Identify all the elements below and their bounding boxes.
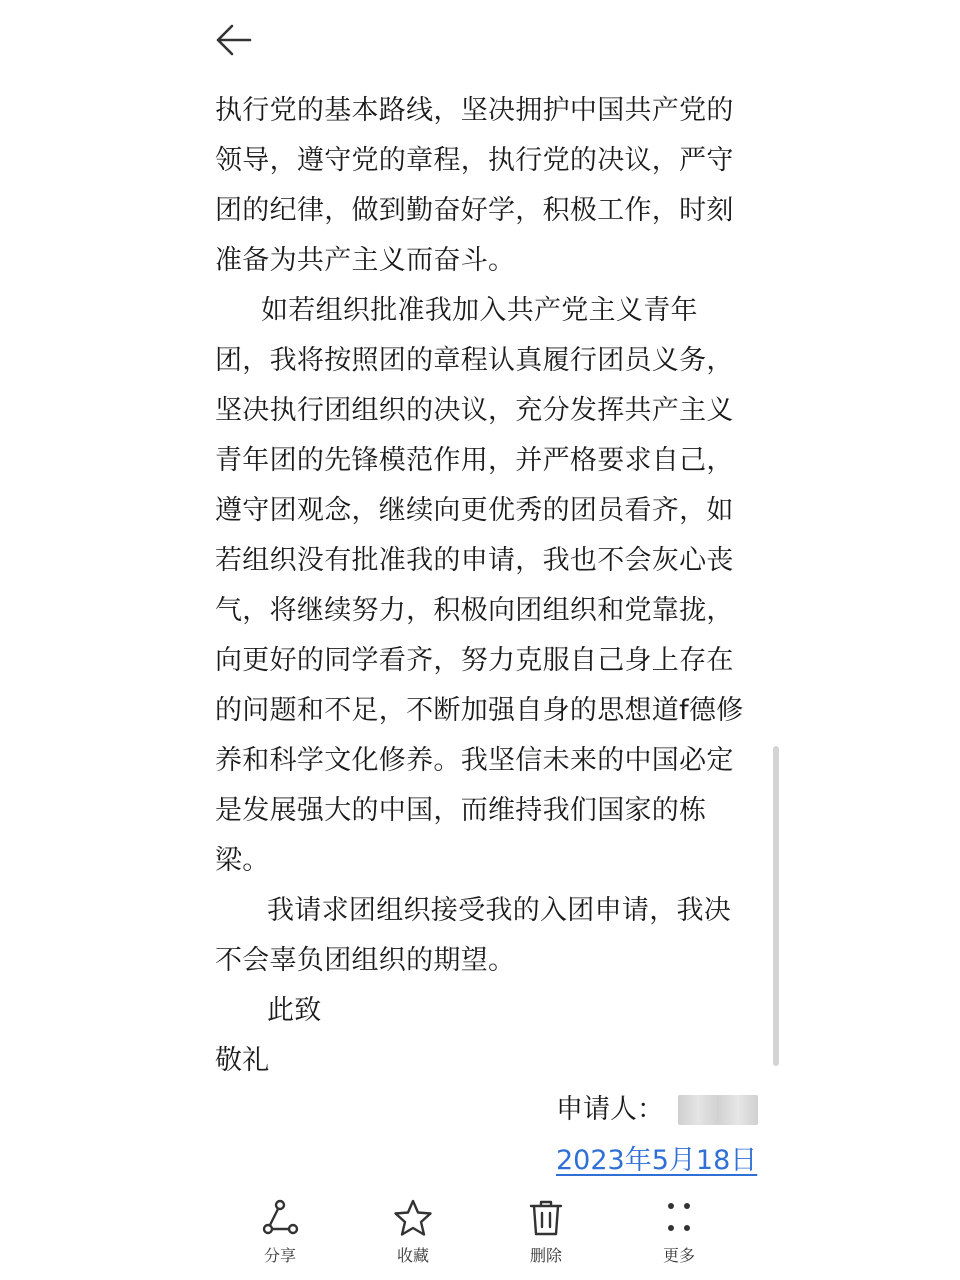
letter-line: 养和科学文化修养。我坚信未来的中国必定 <box>215 745 734 776</box>
letter-line: 领导，遵守党的章程，执行党的决议，严守 <box>215 145 734 176</box>
delete-label: 删除 <box>529 1246 562 1265</box>
letter-line: 我请求团组织接受我的入团申请，我决 <box>267 895 732 926</box>
letter-closing: 敬礼 <box>215 1045 270 1076</box>
letter-line: 若组织没有批准我的申请，我也不会灰心丧 <box>215 545 734 576</box>
letter-line: 梁。 <box>215 845 270 876</box>
letter-salutation: 此致 <box>267 995 322 1026</box>
letter-line: 向更好的同学看齐，努力克服自己身上存在 <box>215 645 734 676</box>
applicant-signature <box>556 1085 758 1135</box>
letter-line: 坚决执行团组织的决议，充分发挥共产主义 <box>215 395 734 426</box>
scrollbar[interactable] <box>773 746 779 1066</box>
more-button[interactable] <box>634 1198 724 1274</box>
letter-line: 如若组织批准我加入共产党主义青年 <box>261 295 698 326</box>
letter-line: 青年团的先锋模范作用，并严格要求自己， <box>215 445 734 476</box>
trash-icon <box>524 1198 568 1238</box>
date-link[interactable]: 2023年5月18日 <box>556 1145 758 1176</box>
letter-line: 遵守团观念，继续向更优秀的团员看齐，如 <box>215 495 734 526</box>
share-button[interactable] <box>235 1198 325 1274</box>
letter-line: 团，我将按照团的章程认真履行团员义务， <box>215 345 734 376</box>
letter-body <box>215 86 755 1086</box>
arrow-left-icon <box>212 20 256 60</box>
back-button[interactable] <box>212 20 256 60</box>
share-label: 分享 <box>263 1246 296 1265</box>
letter-line: 的问题和不足，不断加强自身的思想道f德修 <box>215 695 744 726</box>
more-label: 更多 <box>662 1246 695 1265</box>
letter-line: 不会辜负团组织的期望。 <box>215 945 516 976</box>
delete-button[interactable] <box>501 1198 591 1274</box>
favorite-label: 收藏 <box>396 1246 429 1265</box>
letter-line: 是发展强大的中国，而维持我们国家的栋 <box>215 795 707 826</box>
star-icon <box>391 1198 435 1238</box>
letter-line: 气，将继续努力，积极向团组织和党靠拢， <box>215 595 734 626</box>
favorite-button[interactable] <box>368 1198 458 1274</box>
applicant-label: 申请人： <box>556 1094 664 1125</box>
share-icon <box>258 1198 302 1238</box>
letter-line: 团的纪律，做到勤奋好学，积极工作，时刻 <box>215 195 734 226</box>
letter-line: 准备为共产主义而奋斗。 <box>215 245 516 276</box>
more-dots-icon <box>657 1198 701 1238</box>
bottom-toolbar <box>0 1188 960 1280</box>
letter-line: 执行党的基本路线，坚决拥护中国共产党的 <box>215 95 734 126</box>
redacted-name <box>678 1095 758 1125</box>
